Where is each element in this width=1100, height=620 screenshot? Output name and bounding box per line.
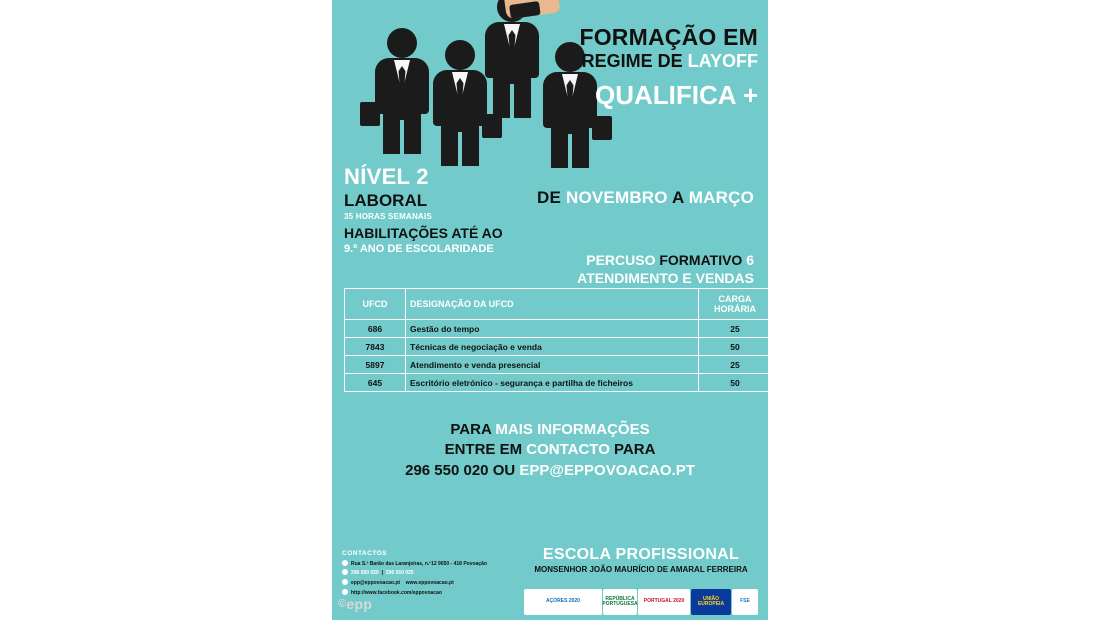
footer-contacts-title: CONTACTOS bbox=[342, 550, 388, 557]
cell-ufcd: 7843 bbox=[345, 338, 406, 356]
school-subtitle: MONSENHOR JOÃO MAURÍCIO DE AMARAL FERREIRA bbox=[534, 565, 748, 574]
person-head-icon bbox=[445, 40, 475, 70]
dates-month-2: MARÇO bbox=[688, 188, 754, 207]
portugal-2020-logo: PORTUGAL 2020 bbox=[638, 589, 690, 615]
cta-phone: 296 550 020 bbox=[405, 461, 493, 479]
poster bbox=[332, 0, 768, 620]
phone-icon bbox=[342, 569, 348, 575]
requirements-line-2: 9.º ANO DE ESCOLARIDADE bbox=[344, 243, 494, 256]
copyright-symbol: © bbox=[338, 598, 347, 610]
silhouette-person-1 bbox=[372, 28, 432, 148]
level-block bbox=[344, 164, 544, 221]
weekly-hours-label: 35 HORAS SEMANAIS bbox=[344, 211, 432, 221]
course-path-line-1 bbox=[577, 252, 754, 270]
course-path-word-2: FORMATIVO bbox=[659, 252, 747, 268]
course-path-number: 6 bbox=[746, 252, 754, 268]
person-legs-icon bbox=[441, 124, 479, 166]
poster-headline bbox=[558, 26, 758, 110]
headline-qualifica bbox=[558, 81, 758, 110]
fse-logo: FSE bbox=[732, 589, 758, 615]
column-header-designacao: DESIGNAÇÃO DA UFCD bbox=[406, 289, 699, 320]
column-header-ufcd: UFCD bbox=[345, 289, 406, 320]
course-path-line-2: ATENDIMENTO E VENDAS bbox=[577, 269, 754, 286]
school-identity bbox=[522, 546, 760, 574]
requirements-block bbox=[344, 225, 574, 255]
cta-line-2 bbox=[332, 440, 768, 460]
headline-qualifica-text: QUALIFICA bbox=[595, 80, 736, 111]
cell-designacao: Escritório eletrónico - segurança e partilha de ficheiros bbox=[406, 374, 699, 392]
briefcase-icon bbox=[360, 102, 380, 126]
silhouette-person-2 bbox=[430, 40, 490, 160]
headline-line-2 bbox=[558, 51, 758, 73]
footer-phone-2: 296 550 025 bbox=[385, 570, 414, 577]
table-row bbox=[345, 320, 769, 338]
person-legs-icon bbox=[551, 126, 589, 168]
school-name: ESCOLA PROFISSIONAL bbox=[542, 546, 740, 563]
table-header-row bbox=[345, 289, 769, 320]
businessmen-silhouettes-illustration bbox=[342, 0, 582, 165]
cell-designacao: Gestão do tempo bbox=[406, 320, 699, 338]
headline-line-1: FORMAÇÃO EM bbox=[579, 24, 758, 50]
cta-line-3 bbox=[332, 461, 768, 481]
cell-carga: 25 bbox=[699, 356, 769, 374]
watermark-text: epp bbox=[346, 596, 373, 612]
column-header-carga-horaria: CARGA HORÁRIA bbox=[699, 289, 769, 320]
cell-carga: 50 bbox=[699, 374, 769, 392]
poster-footer bbox=[332, 542, 768, 620]
person-legs-icon bbox=[493, 76, 531, 118]
cell-ufcd: 645 bbox=[345, 374, 406, 392]
dates-a: A bbox=[672, 188, 689, 207]
footer-contacts-block bbox=[342, 550, 532, 596]
course-dates bbox=[537, 188, 754, 208]
uniao-europeia-logo: UNIÃO EUROPEIA bbox=[691, 589, 731, 615]
ufcd-table-body bbox=[345, 320, 769, 392]
contact-call-to-action bbox=[332, 420, 768, 481]
cta-contacto: CONTACTO bbox=[526, 441, 615, 459]
person-legs-icon bbox=[383, 112, 421, 154]
cta-mais-informacoes: MAIS INFORMAÇÕES bbox=[495, 421, 650, 438]
cell-designacao: Atendimento e venda presencial bbox=[406, 356, 699, 374]
course-path-title bbox=[577, 252, 754, 287]
person-head-icon bbox=[387, 28, 417, 58]
azores-logo: AÇORES 2020 bbox=[524, 589, 602, 615]
footer-facebook-line bbox=[342, 589, 532, 596]
cell-designacao: Técnicas de negociação e venda bbox=[406, 338, 699, 356]
cta-email[interactable]: EPP@EPPOVOACAO.PT bbox=[519, 461, 695, 479]
footer-phone-line: 296 550 020 | 296 550 025 bbox=[342, 569, 532, 576]
watermark bbox=[338, 596, 372, 612]
cta-para-2: PARA bbox=[614, 441, 656, 459]
facebook-icon bbox=[342, 589, 348, 595]
table-row bbox=[345, 338, 769, 356]
cell-ufcd: 5897 bbox=[345, 356, 406, 374]
dates-de: DE bbox=[537, 188, 566, 207]
level-label: NÍVEL 2 bbox=[344, 164, 429, 189]
table-row bbox=[345, 374, 769, 392]
footer-facebook: http://www.facebook.com/eppovoacao bbox=[351, 589, 442, 596]
headline-line-2-prefix: REGIME DE bbox=[581, 50, 688, 71]
briefcase-icon bbox=[592, 116, 612, 140]
headline-plus-symbol: + bbox=[742, 80, 758, 111]
schedule-label: LABORAL bbox=[344, 191, 428, 210]
cta-para: PARA bbox=[450, 421, 496, 438]
location-pin-icon bbox=[342, 560, 348, 566]
course-path-word-1: PERCUSO bbox=[586, 252, 660, 268]
cta-entre-em: ENTRE EM bbox=[444, 441, 527, 459]
cell-carga: 25 bbox=[699, 320, 769, 338]
sponsor-logos bbox=[524, 588, 758, 616]
cell-ufcd: 686 bbox=[345, 320, 406, 338]
footer-address: Rua S.ª Barão das Laranjeiras, n.º12 9650 - 418 Povoação bbox=[351, 560, 487, 567]
envelope-icon bbox=[342, 579, 348, 585]
headline-layoff: LAYOFF bbox=[687, 50, 758, 71]
ufcd-table-head bbox=[345, 289, 769, 320]
footer-email-line bbox=[342, 579, 532, 586]
republica-portuguesa-logo: REPÚBLICA PORTUGUESA bbox=[603, 589, 637, 615]
cta-line-1 bbox=[332, 420, 768, 440]
requirements-line-1: HABILITAÇÕES ATÉ AO bbox=[344, 225, 503, 241]
ufcd-table bbox=[344, 288, 768, 392]
table-row bbox=[345, 356, 769, 374]
footer-phone-1: 296 550 020 bbox=[351, 570, 379, 577]
footer-site: www.eppovoacao.pt bbox=[405, 580, 454, 586]
footer-email: epp@eppovoacao.pt bbox=[351, 580, 401, 586]
cell-carga: 50 bbox=[699, 338, 769, 356]
footer-address-line bbox=[342, 560, 532, 567]
dates-month-1: NOVEMBRO bbox=[565, 188, 672, 207]
cta-ou: OU bbox=[492, 461, 520, 479]
